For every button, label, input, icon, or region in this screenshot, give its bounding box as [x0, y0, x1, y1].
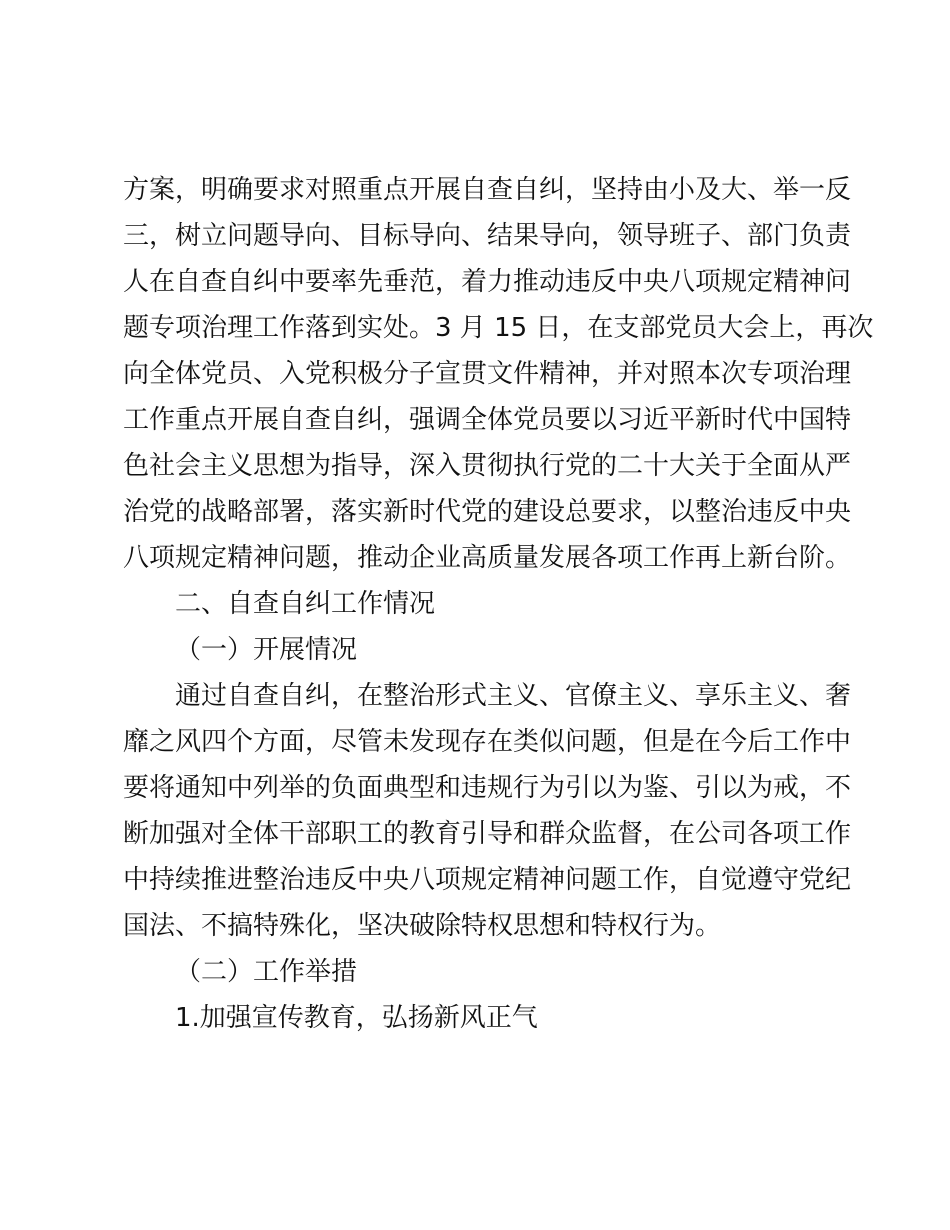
item-heading: 1.加强宣传教育，弘扬新风正气	[175, 1003, 538, 1033]
paragraph-line: 三，树立问题导向、目标导向、结果导向，领导班子、部门负责	[123, 221, 852, 251]
paragraph-2	[123, 673, 852, 949]
paragraph-line: 断加强对全体干部职工的教育引导和群众监督，在公司各项工作	[123, 819, 852, 849]
paragraph-line: 工作重点开展自查自纠，强调全体党员要以习近平新时代中国特	[123, 405, 852, 435]
section-heading: 二、自查自纠工作情况	[175, 589, 436, 619]
paragraph-line: 国法、不搞特殊化，坚决破除特权思想和特权行为。	[123, 911, 722, 941]
document-body	[123, 167, 874, 1041]
paragraph-1	[123, 167, 874, 581]
paragraph-line: 色社会主义思想为指导，深入贯彻执行党的二十大关于全面从严	[123, 451, 852, 481]
paragraph-line: 要将通知中列举的负面典型和违规行为引以为鉴、引以为戒，不	[123, 773, 852, 803]
paragraph-line: 题专项治理工作落到实处。3 月 15 日，在支部党员大会上，再次	[123, 313, 874, 343]
paragraph-line: 八项规定精神问题，推动企业高质量发展各项工作再上新台阶。	[123, 543, 852, 573]
subsection-heading: （二）工作举措	[175, 957, 358, 987]
paragraph-line: 靡之风四个方面，尽管未发现存在类似问题，但是在今后工作中	[123, 727, 852, 757]
paragraph-line: 通过自查自纠，在整治形式主义、官僚主义、享乐主义、奢	[175, 681, 852, 711]
paragraph-line: 向全体党员、入党积极分子宣贯文件精神，并对照本次专项治理	[123, 359, 852, 389]
paragraph-line: 人在自查自纠中要率先垂范，着力推动违反中央八项规定精神问	[123, 267, 852, 297]
paragraph-line: 治党的战略部署，落实新时代党的建设总要求，以整治违反中央	[123, 497, 852, 527]
subsection-heading: （一）开展情况	[175, 635, 358, 665]
paragraph-line: 方案，明确要求对照重点开展自查自纠，坚持由小及大、举一反	[123, 175, 852, 205]
paragraph-line: 中持续推进整治违反中央八项规定精神问题工作，自觉遵守党纪	[123, 865, 852, 895]
